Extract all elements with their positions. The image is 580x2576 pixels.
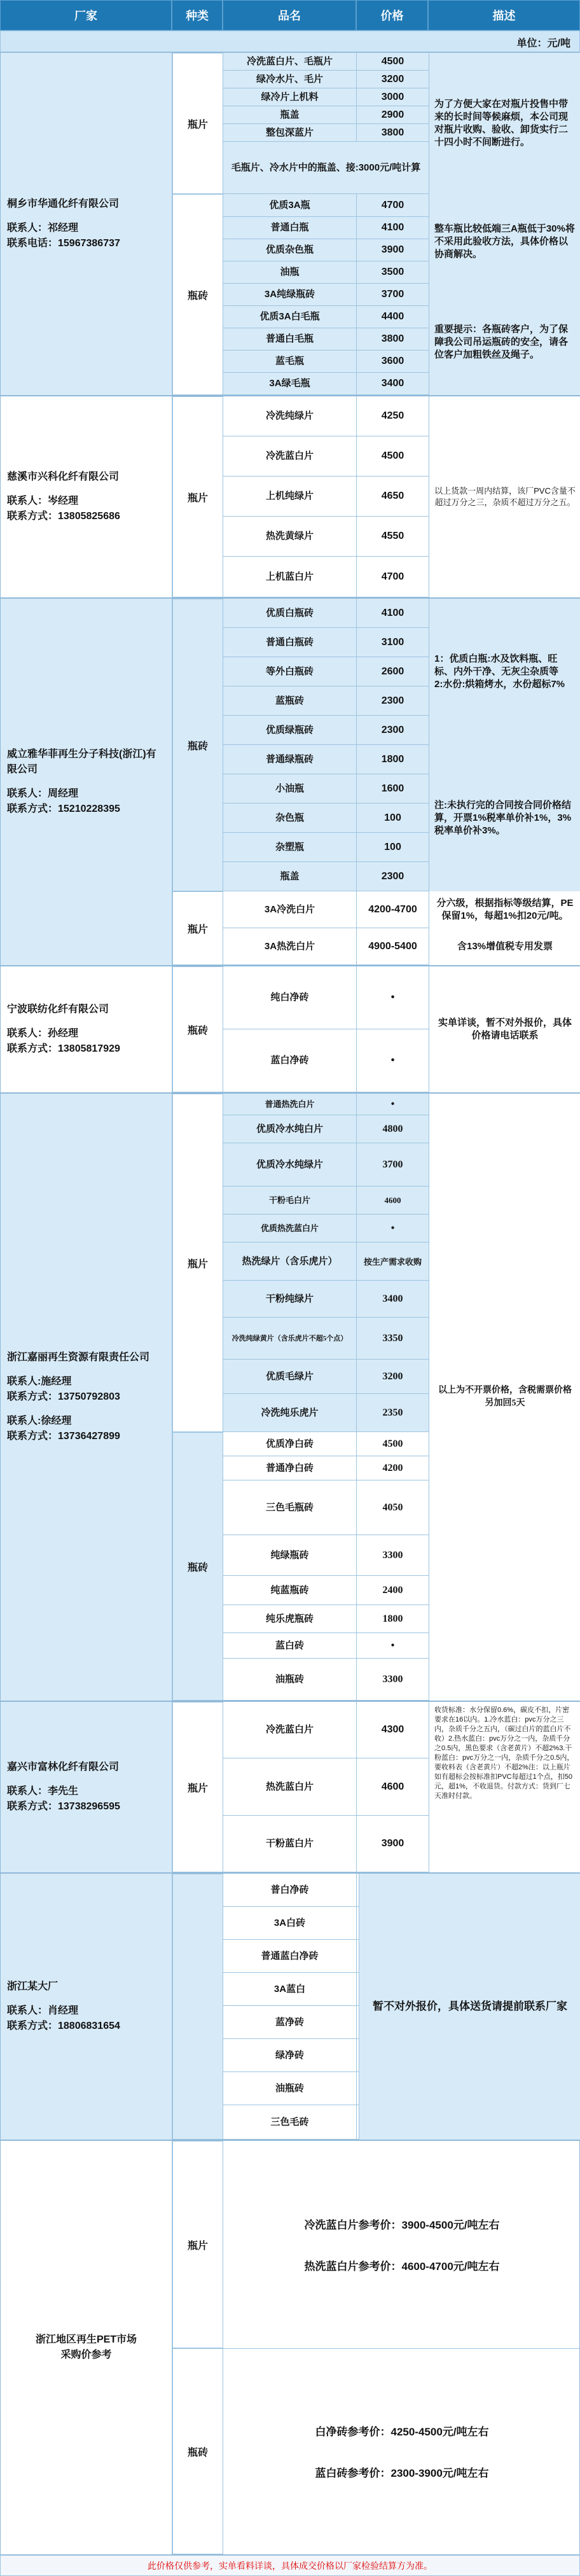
table-row [223,71,429,88]
vendor-section-6 [0,1701,580,1873]
description: 重要提示：各瓶砖客户，为了保障我公司吊运瓶砖的安全，请各位客户加粗铁丝及绳子。 [429,289,580,395]
product-name: 优质杂色瓶 [223,239,357,261]
product-name: 上机纯绿片 [223,477,357,516]
product-price: 3100 [381,636,404,648]
product-name: 纯绿瓶砖 [223,1535,357,1575]
product-price: 4400 [381,311,404,322]
product-name: 绿冷水片、毛片 [223,71,357,88]
table-row [223,1281,429,1318]
table-row [223,1456,429,1480]
description: 分六级，根据指标等级结算，PE保留1%，每超1%扣20元/吨。 [429,891,580,928]
table-row [223,217,429,239]
product-name: 普通白毛瓶 [223,328,357,350]
product-price: 4650 [381,491,404,501]
product-price: 1800 [382,1613,403,1624]
product-name: 普通净白砖 [223,1456,357,1480]
vendor-phone: 联系方式：13750792803 [7,1391,120,1402]
vendor-info [1,2141,172,2554]
product-price: 3700 [382,1159,403,1170]
vendor-phone: 联系方式：13738296595 [7,1801,120,1812]
product-name: 杂色瓶 [223,804,357,832]
header-vendor: 厂家 [0,0,172,31]
description: 为了方便大家在对瓶片投售中带来的长时间等候麻烦，本公司现对瓶片收购、验收、卸货实行二十四小时不间断进行。 [429,53,580,194]
product-price: 4500 [381,450,404,461]
product-name: 优质3A白毛瓶 [223,306,357,328]
product-name: 等外白瓶砖 [223,657,357,686]
type-label [172,1874,223,2140]
product-price: 4900-5400 [368,940,417,952]
table-row [223,928,429,965]
product-name: 冷洗蓝白片 [223,1702,357,1758]
table-row [223,239,429,261]
header-price: 价格 [356,0,428,31]
type-label: 瓶片 [172,53,223,194]
product-name: 优质冷水纯白片 [223,1115,357,1143]
header-type: 种类 [172,0,223,31]
table-row [223,1360,429,1394]
vendor-section-7 [0,1873,580,2140]
table-row [223,477,429,517]
table-row [223,1115,429,1143]
product-price: • [390,1222,395,1234]
description: 收货标准：水分保留0.6%，碳皮不扣，片密要求在16以内。1.冷水蓝白：pvc万分之三内，杂质千分之五内，（碳过白片的蓝白片不收）2.热水蓝白：pvc万分之一内，杂质千分之0.5内，黑色要求（含老黄片）不超2%3.干粉蓝白：pvc万分之一内，杂质千分之0.5内，要收料表（含老黄片）不超2%注：以上瓶片如有超标会按标准扣PVC每超过1个点，扣50元，超1%，不收退货。付款方式：货到厂七天准时付款。 [429,1702,580,1872]
product-name: 普通绿瓶砖 [223,745,357,774]
table-row [223,1480,429,1535]
product-price: 4250 [381,410,404,421]
product-price: 3900 [381,244,404,255]
product-name: 3A热洗白片 [223,928,357,964]
product-name: 油瓶 [223,261,357,283]
product-price: 4800 [382,1123,403,1134]
product-name: 普通蓝白净砖 [223,1940,357,1972]
description: 注:未执行完的合同按合同价格结算，开票1%税率单价补1%，3%税率单价补3%。 [429,745,580,891]
vendor-name: 浙江某大厂 [7,1981,59,1992]
vendor-info [1,1702,172,1872]
product-price: • [390,1098,395,1110]
table-row [223,1029,429,1092]
vendor-section-8 [0,2140,580,2555]
table-row [223,833,429,862]
product-name: 热洗蓝白片 [223,1758,357,1815]
product-note: 毛瓶片、冷水片中的瓶盖、接:3000元/吨计算 [231,162,421,173]
price-list [223,53,429,395]
product-name: 纯蓝瓶砖 [223,1576,357,1605]
product-name: 优质3A瓶 [223,194,357,216]
product-name: 纯乐虎瓶砖 [223,1605,357,1633]
product-name: 优质热洗蓝白片 [223,1215,357,1242]
product-price: 4200-4700 [368,903,417,915]
reference-price: 白净砖参考价：4250-4500元/吨左右 [315,2426,489,2438]
vendor-name: 慈溪市兴科化纤有限公司 [7,471,120,482]
product-price: 2350 [382,1407,403,1418]
product-price: 3700 [381,289,404,300]
type-label: 瓶片 [172,1094,223,1432]
table-row [223,1758,429,1816]
product-name: 干粉毛白片 [223,1187,357,1214]
product-name: 干粉纯绿片 [223,1281,357,1317]
description: 实单详谈，暂不对外报价，具体价格请电话联系 [429,966,580,1092]
vendor-contact: 联系人：孙经理 [7,1028,79,1039]
product-price: 2300 [381,724,404,735]
product-name: 蓝白净砖 [223,1029,357,1092]
table-row [223,261,429,284]
vendor-name: 嘉兴市富林化纤有限公司 [7,1762,120,1772]
product-price: 4100 [381,607,404,618]
table-row [223,745,429,774]
product-name: 热洗绿片（含乐虎片） [223,1243,357,1280]
vendor-name: 浙江嘉丽再生资源有限责任公司 [7,1352,150,1363]
description: 整车瓶比较低端三A瓶低于30%将不采用此验收方法，具体价格以协商解决。 [429,194,580,289]
table-row [223,373,429,395]
table-row [223,804,429,833]
table-row [223,194,429,217]
product-price: • [390,1055,395,1066]
vendor-info [1,599,172,965]
product-price: 3800 [381,127,404,138]
product-name: 蓝瓶砖 [223,686,357,715]
price-list [223,1702,429,1872]
product-price: 4050 [382,1501,403,1513]
type-label: 瓶片 [172,891,223,965]
product-price: 2300 [381,695,404,706]
product-price: 3400 [382,1293,403,1304]
vendor-phone: 联系电话：15967386737 [7,238,120,249]
table-row [223,1215,429,1243]
product-name: 蓝毛瓶 [223,351,357,372]
table-row [223,1187,429,1215]
table-row [223,628,429,657]
pet-brick-refs [223,2348,580,2554]
product-price: 3350 [382,1332,403,1344]
product-name: 冷洗纯绿片 [223,396,357,436]
table-row [223,891,429,928]
description: 暂不对外报价，具体送货请提前联系厂家 [359,1874,580,2140]
table-row [223,1816,429,1872]
product-name: 蓝净砖 [223,2006,357,2038]
product-price: 3500 [381,267,404,277]
table-row [223,284,429,306]
unit-bar: 单位：元/吨 [0,31,580,52]
product-price: 4550 [381,531,404,541]
price-list [223,396,429,597]
product-name: 瓶盖 [223,862,357,891]
product-name: 绿净砖 [223,2039,357,2071]
price-list [223,599,429,965]
vendor-contact: 联系人：周经理 [7,788,79,799]
vendor-phone: 联系方式：13805817929 [7,1043,120,1054]
product-price: 3600 [381,356,404,366]
vendor-phone: 联系方式：13805825686 [7,511,120,522]
table-row [223,517,429,557]
table-row [223,396,429,436]
product-name: 上机蓝白片 [223,557,357,597]
table-row [223,657,429,686]
table-row [223,1243,429,1281]
price-list [223,1094,429,1701]
product-price: 3000 [381,91,404,102]
product-name: 普通热洗白片 [223,1094,357,1115]
table-row [223,1094,429,1115]
product-price: 3800 [381,333,404,344]
vendor-info [1,966,172,1092]
vendor-contact: 联系人：肖经理 [7,2005,79,2016]
type-label: 瓶片 [172,396,223,597]
product-price: 4200 [382,1462,403,1473]
product-price: 4500 [382,1438,403,1449]
product-name: 优质净白砖 [223,1432,357,1456]
type-label: 瓶砖 [172,966,223,1092]
product-price: 2300 [381,870,404,882]
product-name: 优质毛绿片 [223,1360,357,1393]
table-row [223,1535,429,1576]
reference-price: 热洗蓝白片参考价：4600-4700元/吨左右 [304,2260,500,2273]
product-name: 普通白瓶 [223,217,357,239]
product-price: 3400 [381,378,404,389]
table-row [223,328,429,351]
type-label: 瓶砖 [172,2348,223,2554]
product-name: 蓝白砖 [223,1633,357,1658]
product-price: 4500 [381,55,404,67]
vendor-name: 威立雅华菲再生分子科技(浙江)有限公司 [7,749,156,775]
table-row [223,1576,429,1605]
vendor-contact: 联系人：岑经理 [7,496,79,506]
product-name: 热洗黄绿片 [223,517,357,556]
table-row [223,862,429,891]
table-row [223,1432,429,1456]
vendor-phone: 联系方式：13736427899 [7,1431,120,1442]
price-list [223,966,429,1092]
product-name: 3A纯绿瓶砖 [223,284,357,305]
table-row [223,1318,429,1360]
product-price: 3200 [382,1370,403,1382]
product-price: 4300 [381,1724,404,1735]
product-price: 2600 [381,665,404,677]
product-name: 杂塑瓶 [223,833,357,861]
table-row [223,557,429,597]
product-price: 4100 [381,222,404,233]
vendor-contact: 联系人：李先生 [7,1786,79,1797]
type-label: 瓶片 [172,1702,223,1872]
product-name: 整包深蓝片 [223,124,357,141]
product-price: 按生产需求收购 [363,1257,422,1267]
product-name: 三色毛瓶砖 [223,1480,357,1535]
table-row [223,1605,429,1633]
type-label: 瓶砖 [172,194,223,395]
table-row [223,599,429,628]
vendor-contact: 联系人:施经理 [7,1376,72,1387]
vendor-info [1,396,172,597]
product-price: 100 [384,812,401,823]
table-row [223,1394,429,1432]
product-name: 3A白砖 [223,1907,357,1939]
table-row [223,53,429,71]
vendor-section-4 [0,966,580,1093]
product-name: 冷洗纯绿黄片（含乐虎片不超5个点） [223,1318,357,1359]
product-name: 优质绿瓶砖 [223,716,357,744]
vendor-phone: 联系方式：18806831654 [7,2021,120,2031]
product-price: 3200 [381,73,404,85]
vendor-phone: 联系方式：15210228395 [7,804,120,814]
type-label: 瓶砖 [172,1432,223,1701]
table-row [223,774,429,804]
vendor-section-3 [0,598,580,966]
table-row [223,716,429,745]
vendor-contact: 联系人:徐经理 [7,1416,72,1426]
product-price: 4600 [381,1781,404,1792]
table-row [223,142,429,194]
header-name: 品名 [223,0,356,31]
product-name: 瓶盖 [223,106,357,123]
reference-price: 冷洗蓝白片参考价：3900-4500元/吨左右 [304,2219,500,2231]
table-row [223,306,429,328]
product-name: 三色毛砖 [223,2105,357,2139]
vendor-info [1,53,172,395]
vendor-subtitle: 采购价参考 [60,2350,112,2360]
product-name: 冷洗蓝白片 [223,436,357,476]
product-price: 2900 [381,109,404,120]
product-name: 优质冷水纯绿片 [223,1143,357,1186]
product-price: 1600 [381,783,404,794]
table-row [223,1702,429,1758]
table-row [223,1659,429,1701]
product-name: 3A绿毛瓶 [223,373,357,394]
vendor-info [1,1094,172,1701]
table-header [0,0,580,31]
product-name: 冷洗纯乐虎片 [223,1394,357,1431]
product-price: 2400 [382,1584,403,1596]
product-name: 普白净砖 [223,1874,357,1906]
product-price: 1800 [381,753,404,765]
product-name: 油瓶砖 [223,2072,357,2105]
description: 含13%增值税专用发票 [429,928,580,965]
product-name: 油瓶砖 [223,1659,357,1700]
product-name: 干粉蓝白片 [223,1816,357,1872]
product-name: 小油瓶 [223,774,357,803]
vendor-section-1 [0,52,580,396]
product-price: • [390,1640,395,1651]
product-price: 3900 [381,1838,404,1849]
type-label: 瓶砖 [172,599,223,891]
vendor-info [1,1874,172,2140]
product-price: 100 [384,841,401,853]
vendor-section-2 [0,396,580,598]
product-name: 冷洗蓝白片、毛瓶片 [223,53,357,70]
product-price: • [390,992,395,1003]
vendor-name: 桐乡市华通化纤有限公司 [7,198,120,209]
product-price: 3300 [382,1549,403,1561]
vendor-name: 浙江地区再生PET市场 [35,2334,137,2345]
vendor-name: 宁波联纺化纤有限公司 [7,1004,109,1015]
type-label: 瓶片 [172,2141,223,2348]
table-row [223,436,429,477]
vendor-contact: 联系人：祁经理 [7,223,79,233]
product-price: 4700 [381,571,404,582]
table-row [223,1143,429,1187]
table-row [223,966,429,1029]
description: 1：优质白瓶:水及饮料瓶、旺标、内外干净、无灰尘杂质等 2:水份:烘箱烤水，水份超标7% [429,599,580,745]
product-name: 3A蓝白 [223,1973,357,2005]
vendor-section-5 [0,1093,580,1701]
product-name: 绿冷片上机料 [223,88,357,106]
product-name: 优质白瓶砖 [223,599,357,627]
table-row [223,1633,429,1659]
product-name: 3A冷洗白片 [223,891,357,928]
reference-price: 蓝白砖参考价：2300-3900元/吨左右 [315,2467,489,2479]
product-price: 4600 [384,1195,401,1205]
description: 以上为不开票价格，含税需票价格另加回5天 [429,1094,580,1701]
table-row [223,106,429,124]
table-row [223,88,429,106]
description: 以上货款一周内结算，该厂PVC含量不超过万分之三，杂质不超过万分之五。 [429,396,580,597]
product-name: 纯白净砖 [223,966,357,1029]
header-desc: 描述 [428,0,580,31]
pet-flake-refs [223,2141,580,2349]
disclaimer-footer: 此价格仅供参考，实单看料详谈，具体成交价格以厂家检验结算方为准。 [0,2555,580,2576]
table-row [223,686,429,716]
table-row [223,351,429,373]
product-price: 3300 [382,1673,403,1685]
product-name: 普通白瓶砖 [223,628,357,657]
product-price: 4700 [381,199,404,211]
table-row [223,124,429,142]
